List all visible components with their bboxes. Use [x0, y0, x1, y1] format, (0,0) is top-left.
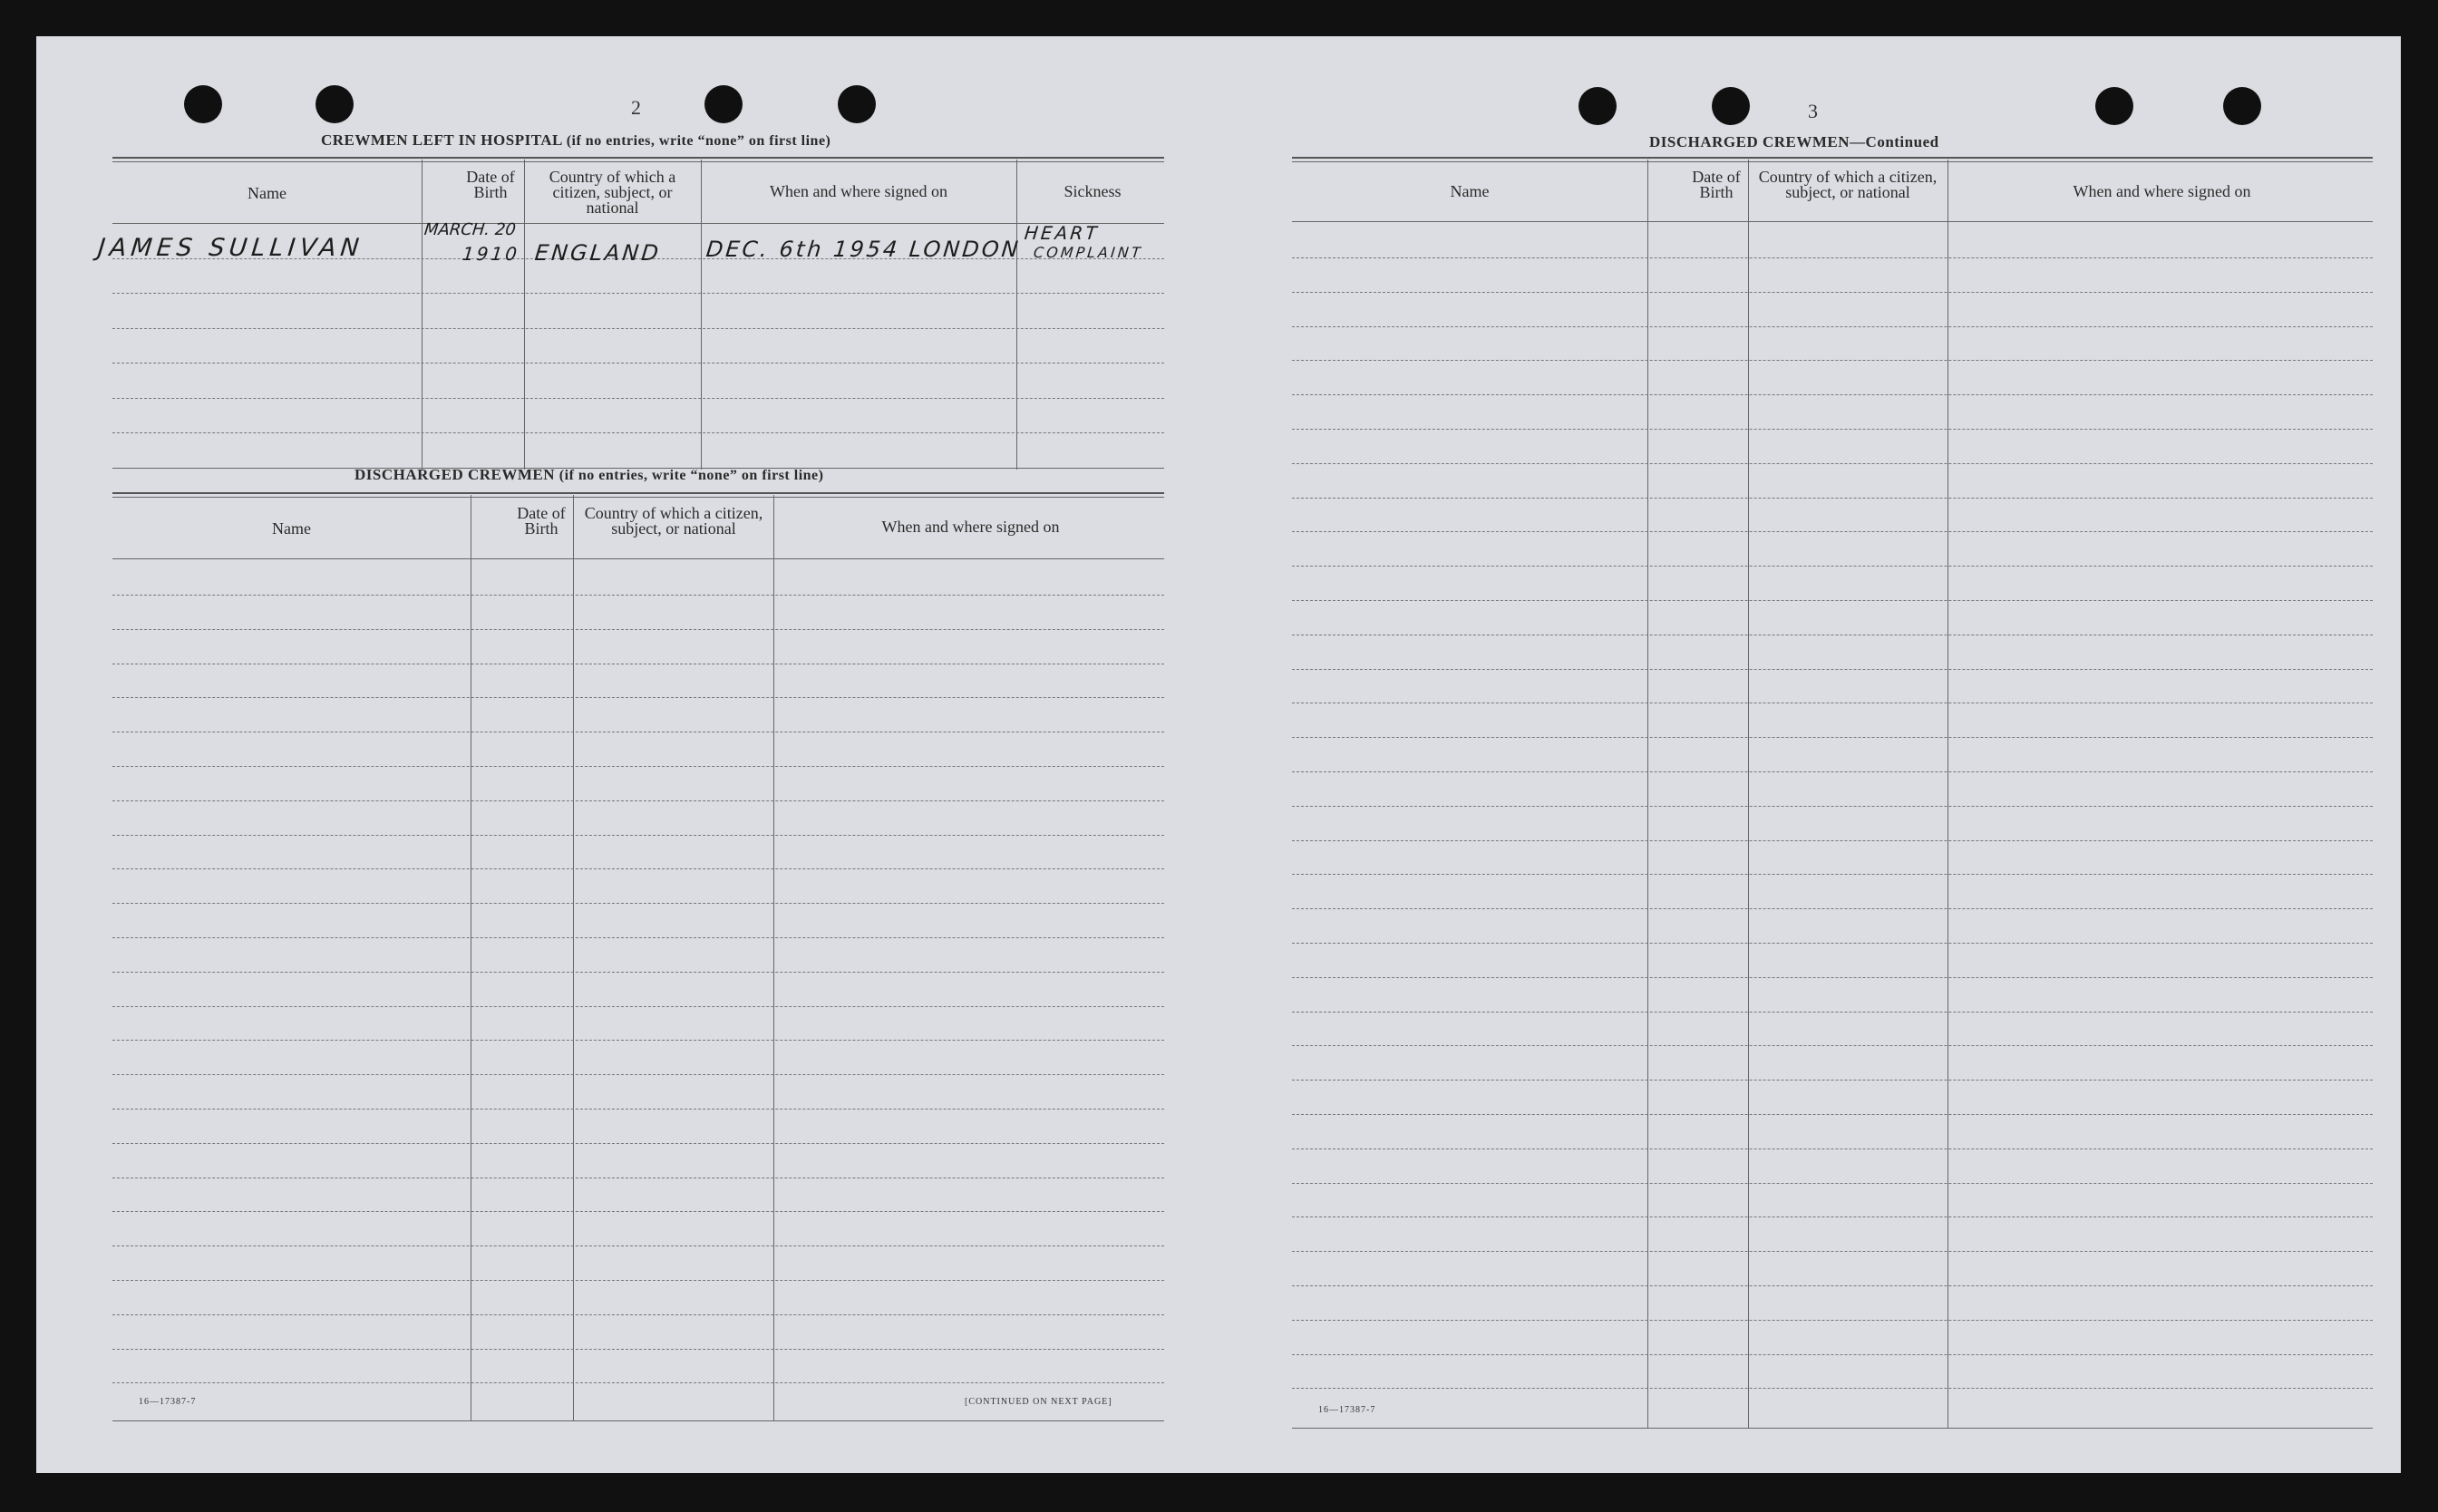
- right-entry-rule: [1292, 292, 2373, 293]
- right-entry-rule: [1292, 498, 2373, 499]
- right-entry-rule: [1292, 394, 2373, 395]
- hospital-entry-sickness-line2: COMPLAINT: [1033, 244, 1144, 261]
- discharged-header-signed-on: When and where signed on: [881, 518, 1060, 536]
- hospital-header-dob: Date of Birth: [466, 168, 515, 201]
- right-entry-rule: [1292, 1012, 2373, 1013]
- right-entry-rule: [1292, 908, 2373, 909]
- right-entry-rule: [1292, 531, 2373, 532]
- discharged-header-name: Name: [272, 519, 311, 538]
- right-entry-rule: [1292, 1114, 2373, 1115]
- right-entry-rule: [1292, 1320, 2373, 1321]
- right-header-name: Name: [1450, 182, 1490, 200]
- right-entry-rule: [1292, 771, 2373, 772]
- hospital-entry-rule: [112, 432, 1164, 433]
- hospital-entry-country: ENGLAND: [533, 240, 663, 266]
- discharged-top-rule-2: [112, 497, 1164, 498]
- discharged-entry-rule: [112, 800, 1164, 801]
- hospital-col-divider: [422, 160, 423, 470]
- page-number-right: 3: [1808, 100, 1818, 122]
- discharged-top-rule: [112, 492, 1164, 494]
- discharged-entry-rule: [112, 1349, 1164, 1350]
- discharged-title-text: DISCHARGED CREWMEN: [355, 466, 556, 483]
- punch-hole: [838, 85, 876, 123]
- right-entry-rule: [1292, 977, 2373, 978]
- right-entry-rule: [1292, 1388, 2373, 1389]
- document-sheet: [36, 36, 2401, 1473]
- right-entry-rule: [1292, 566, 2373, 567]
- hospital-entry-signed-on: DEC. 6th 1954 LONDON: [704, 237, 1023, 262]
- right-entry-rule: [1292, 326, 2373, 327]
- punch-hole: [316, 85, 354, 123]
- discharged-entry-rule: [112, 835, 1164, 836]
- hospital-col-divider: [1016, 160, 1017, 470]
- hospital-entry-rule: [112, 398, 1164, 399]
- discharged-header-rule: [112, 558, 1164, 559]
- discharged-col-divider: [773, 495, 774, 1421]
- discharged-entry-rule: [112, 697, 1164, 698]
- right-entry-rule: [1292, 429, 2373, 430]
- discharged-entry-rule: [112, 1143, 1164, 1144]
- hospital-section-title: [321, 131, 830, 150]
- right-top-rule-2: [1292, 161, 2373, 162]
- right-top-rule: [1292, 157, 2373, 159]
- right-entry-rule: [1292, 806, 2373, 807]
- hospital-col-divider: [701, 160, 702, 470]
- discharged-entry-rule: [112, 595, 1164, 596]
- discharged-entry-rule: [112, 868, 1164, 869]
- right-col-divider: [1748, 160, 1749, 1429]
- discharged-entry-rule: [112, 629, 1164, 630]
- right-entry-rule: [1292, 1080, 2373, 1081]
- right-entry-rule: [1292, 1354, 2373, 1355]
- discharged-instruction: (if no entries, write “none” on first line): [559, 468, 824, 483]
- discharged-entry-rule: [112, 766, 1164, 767]
- punch-hole: [1578, 87, 1617, 125]
- form-number-left: 16—17387-7: [139, 1397, 197, 1407]
- right-col-divider: [1947, 160, 1948, 1429]
- right-entry-rule: [1292, 1045, 2373, 1046]
- right-header-dob: Date of Birth: [1692, 168, 1741, 201]
- discharged-entry-rule: [112, 972, 1164, 973]
- discharged-entry-rule: [112, 1040, 1164, 1041]
- form-number-right: 16—17387-7: [1318, 1405, 1376, 1415]
- right-header-country: Country of which a citizen, subject, or national: [1758, 168, 1938, 201]
- hospital-header-sickness: Sickness: [1064, 182, 1122, 200]
- discharged-entry-rule: [112, 1382, 1164, 1383]
- right-entry-rule: [1292, 737, 2373, 738]
- punch-hole: [2095, 87, 2133, 125]
- punch-hole: [704, 85, 743, 123]
- discharged-entry-rule: [112, 1109, 1164, 1110]
- hospital-header-name: Name: [248, 184, 287, 202]
- hospital-entry-rule: [112, 328, 1164, 329]
- discharged-header-dob: Date of Birth: [517, 504, 566, 538]
- discharged-entry-rule: [112, 1211, 1164, 1212]
- hospital-entry-rule: [112, 293, 1164, 294]
- discharged-entry-rule: [112, 937, 1164, 938]
- punch-hole: [2223, 87, 2261, 125]
- hospital-entry-name: JAMES SULLIVAN: [96, 234, 365, 262]
- hospital-col-divider: [524, 160, 525, 470]
- hospital-header-signed-on: When and where signed on: [770, 182, 947, 200]
- discharged-entry-rule: [112, 903, 1164, 904]
- right-entry-rule: [1292, 1183, 2373, 1184]
- continued-note: [CONTINUED ON NEXT PAGE]: [965, 1397, 1112, 1407]
- hospital-entry-dob-line1: MARCH. 20: [423, 220, 517, 239]
- right-bottom-rule: [1292, 1428, 2373, 1429]
- right-entry-rule: [1292, 840, 2373, 841]
- right-entry-rule: [1292, 257, 2373, 258]
- hospital-top-rule-2: [112, 161, 1164, 162]
- right-entry-rule: [1292, 360, 2373, 361]
- hospital-top-rule: [112, 157, 1164, 159]
- discharged-bottom-rule: [112, 1420, 1164, 1421]
- discharged-section-title: [355, 466, 823, 484]
- discharged-entry-rule: [112, 1280, 1164, 1281]
- punch-hole: [184, 85, 222, 123]
- right-entry-rule: [1292, 1216, 2373, 1217]
- right-header-signed-on: When and where signed on: [2073, 182, 2251, 200]
- discharged-header-country: Country of which a citizen, subject, or national: [584, 504, 763, 538]
- hospital-header-rule: [112, 223, 1164, 224]
- right-entry-rule: [1292, 669, 2373, 670]
- hospital-title-text: CREWMEN LEFT IN HOSPITAL: [321, 131, 562, 149]
- right-entry-rule: [1292, 874, 2373, 875]
- discharged-col-divider: [573, 495, 574, 1421]
- right-col-divider: [1647, 160, 1648, 1429]
- discharged-entry-rule: [112, 1245, 1164, 1246]
- discharged-entry-rule: [112, 1006, 1164, 1007]
- page-number-left: 2: [631, 96, 641, 119]
- right-entry-rule: [1292, 943, 2373, 944]
- hospital-header-country: Country of which a citizen, subject, or national: [549, 168, 676, 217]
- discharged-entry-rule: [112, 1314, 1164, 1315]
- right-entry-rule: [1292, 1251, 2373, 1252]
- punch-hole: [1712, 87, 1750, 125]
- right-entry-rule: [1292, 600, 2373, 601]
- right-entry-rule: [1292, 463, 2373, 464]
- right-entry-rule: [1292, 1285, 2373, 1286]
- hospital-entry-dob-line2: 1910: [461, 243, 521, 265]
- right-page-title: DISCHARGED CREWMEN—Continued: [1649, 133, 1939, 150]
- discharged-entry-rule: [112, 1074, 1164, 1075]
- hospital-instruction: (if no entries, write “none” on first line): [566, 133, 831, 149]
- right-header-rule: [1292, 221, 2373, 222]
- hospital-entry-sickness-line1: HEART: [1023, 222, 1101, 244]
